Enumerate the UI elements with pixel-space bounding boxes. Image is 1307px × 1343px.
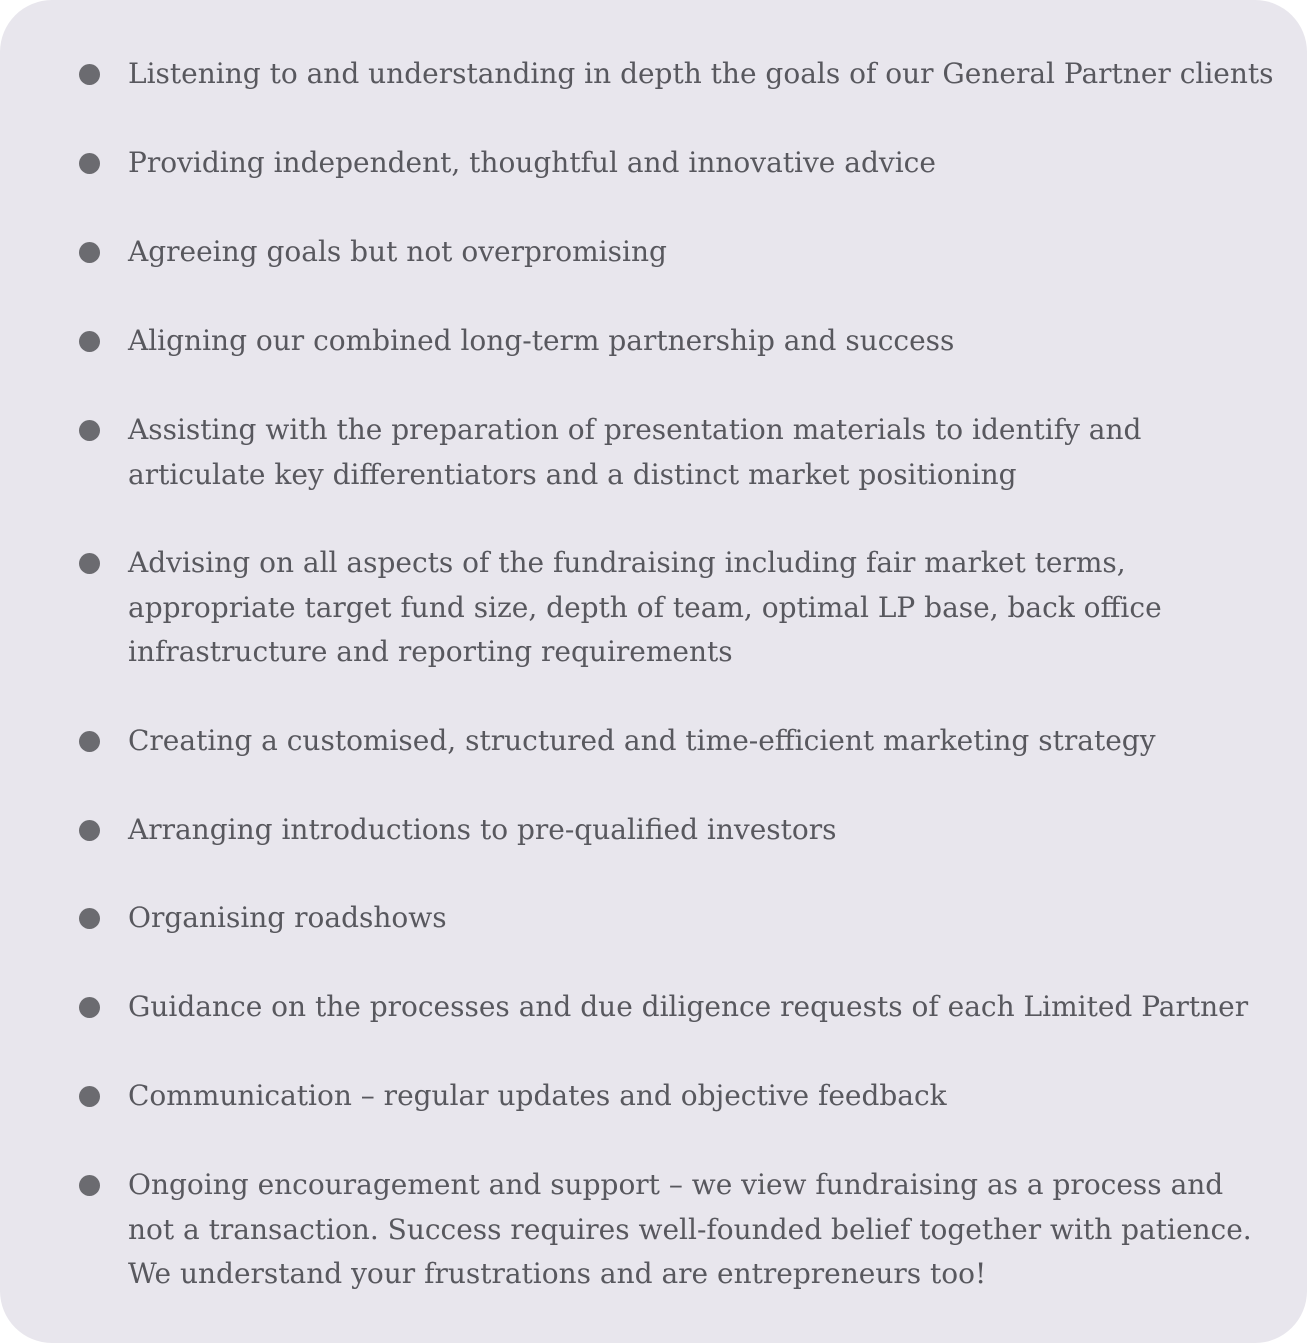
bullet-icon xyxy=(79,153,100,174)
bullet-icon xyxy=(79,64,100,85)
bullet-icon xyxy=(79,1175,100,1196)
list-item-text: Advising on all aspects of the fundraising including fair market terms, appropriate target fund size, depth of team, optimal LP base, back office infrastructure and reporting requirements xyxy=(128,546,1162,668)
bullet-icon xyxy=(79,731,100,752)
list-item-text: Assisting with the preparation of presentation materials to identify and articulate key differentiators and a distinct market positioning xyxy=(128,413,1142,491)
list-item-text: Creating a customised, structured and time-efficient marketing strategy xyxy=(128,724,1156,757)
list-item-text: Organising roadshows xyxy=(128,901,447,934)
bullet-icon xyxy=(79,553,100,574)
list-item-text: Guidance on the processes and due diligence requests of each Limited Partner xyxy=(128,990,1249,1023)
list-item-text: Agreeing goals but not overpromising xyxy=(128,235,667,268)
bullet-icon xyxy=(79,420,100,441)
list-item-text: Ongoing encouragement and support – we view fundraising as a process and not a transaction. Success requires well-founded belief together with patience. We understand your frustrations and are entrepreneurs too! xyxy=(128,1168,1252,1290)
list-item-text: Arranging introductions to pre-qualified investors xyxy=(128,813,837,846)
bullet-icon xyxy=(79,331,100,352)
bullet-icon xyxy=(79,1086,100,1107)
list-item-text: Aligning our combined long-term partnership and success xyxy=(128,324,955,357)
bullet-icon xyxy=(79,908,100,929)
bullet-icon xyxy=(79,820,100,841)
bullet-icon xyxy=(79,242,100,263)
list-item-text: Communication – regular updates and objective feedback xyxy=(128,1079,947,1112)
list-item-text: Listening to and understanding in depth the goals of our General Partner clients xyxy=(128,57,1274,90)
bullet-icon xyxy=(79,997,100,1018)
list-item-text: Providing independent, thoughtful and innovative advice xyxy=(128,146,936,179)
